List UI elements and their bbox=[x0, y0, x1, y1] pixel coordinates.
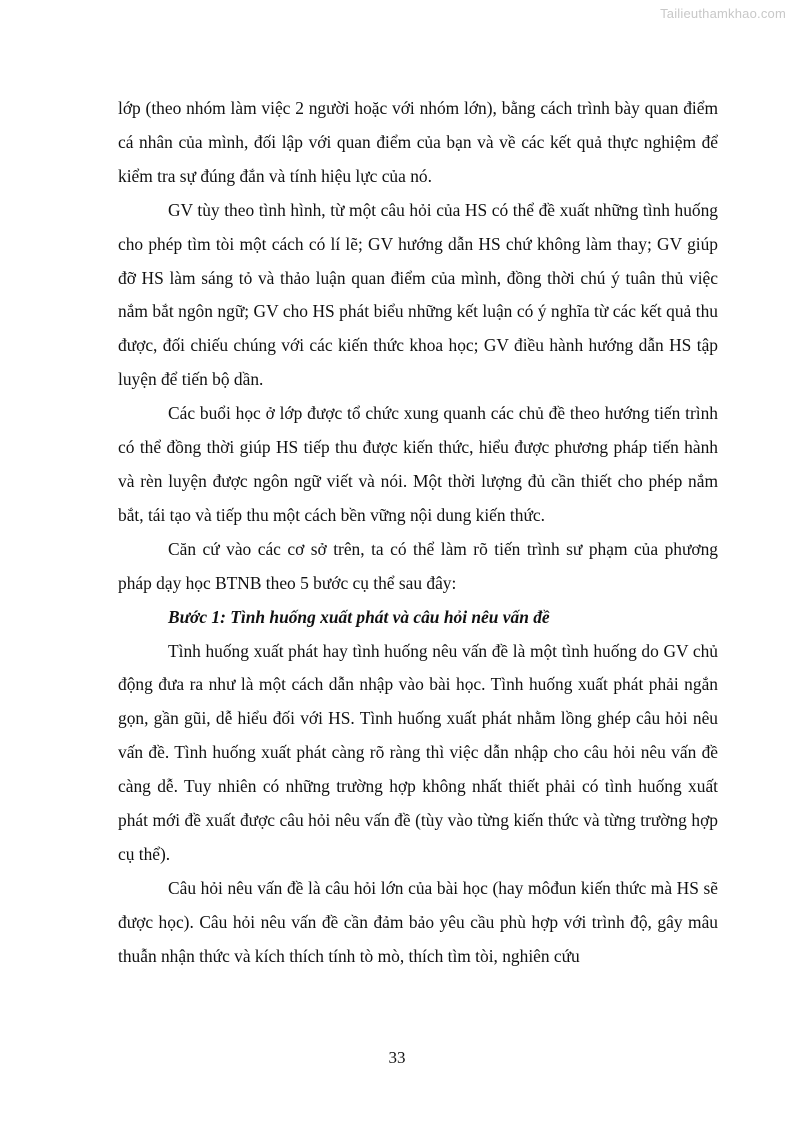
step-1-heading: Bước 1: Tình huống xuất phát và câu hỏi nêu vấn đề bbox=[168, 606, 550, 627]
paragraph-starting-situation: Tình huống xuất phát hay tình huống nêu vấn đề là một tình huống do GV chủ động đưa ra như là một cách dẫn nhập vào bài học. Tình huống xuất phát phải ngắn gọn, gần gũi, dễ hiểu đối với HS. Tình huống xuất phát nhằm lồng ghép câu hỏi nêu vấn đề. Tình huống xuất phát càng rõ ràng thì việc dẫn nhập cho câu hỏi nêu vấn đề càng dễ. Tuy nhiên có những trường hợp không nhất thiết phải có tình huống xuất phát mới đề xuất được câu hỏi nêu vấn đề (tùy vào từng kiến thức và từng trường hợp cụ thể). bbox=[118, 640, 718, 864]
page-number: 33 bbox=[388, 1048, 406, 1067]
paragraph-continuation: lớp (theo nhóm làm việc 2 người hoặc với nhóm lớn), bằng cách trình bày quan điểm cá nhân của mình, đối lập với quan điểm của bạn và về các kết quả thực nghiệm để kiểm tra sự đúng đắn và tính hiệu lực của nó. bbox=[118, 98, 718, 186]
paragraph-five-steps-intro: Căn cứ vào các cơ sở trên, ta có thể làm rõ tiến trình sư phạm của phương pháp dạy học BTNB theo 5 bước cụ thể sau đây: bbox=[118, 538, 718, 593]
watermark: Tailieuthamkhao.com bbox=[660, 6, 786, 21]
paragraph-class-sessions: Các buổi học ở lớp được tổ chức xung quanh các chủ đề theo hướng tiến trình có thể đồng thời giúp HS tiếp thu được kiến thức, hiểu được phương pháp tiến hành và rèn luyện được ngôn ngữ viết và nói. Một thời lượng đủ cần thiết cho phép nắm bắt, tái tạo và tiếp thu một cách bền vững nội dung kiến thức. bbox=[118, 403, 718, 525]
paragraph-problem-question: Câu hỏi nêu vấn đề là câu hỏi lớn của bài học (hay môđun kiến thức mà HS sẽ được học). Câu hỏi nêu vấn đề cần đảm bảo yêu cầu phù hợp với trình độ, gây mâu thuẫn nhận thức và kích thích tính tò mò, thích tìm tòi, nghiên cứu bbox=[118, 877, 718, 966]
page-body bbox=[118, 92, 718, 974]
paragraph-teacher-role: GV tùy theo tình hình, từ một câu hỏi của HS có thể đề xuất những tình huống cho phép tìm tòi một cách có lí lẽ; GV hướng dẫn HS chứ không làm thay; GV giúp đỡ HS làm sáng tỏ và thảo luận quan điểm của mình, đồng thời chú ý tuân thủ việc nắm bắt ngôn ngữ; GV cho HS phát biểu những kết luận có ý nghĩa từ các kết quả thu được, đối chiếu chúng với các kiến thức khoa học; GV điều hành hướng dẫn HS tập luyện để tiến bộ dần. bbox=[118, 199, 718, 390]
